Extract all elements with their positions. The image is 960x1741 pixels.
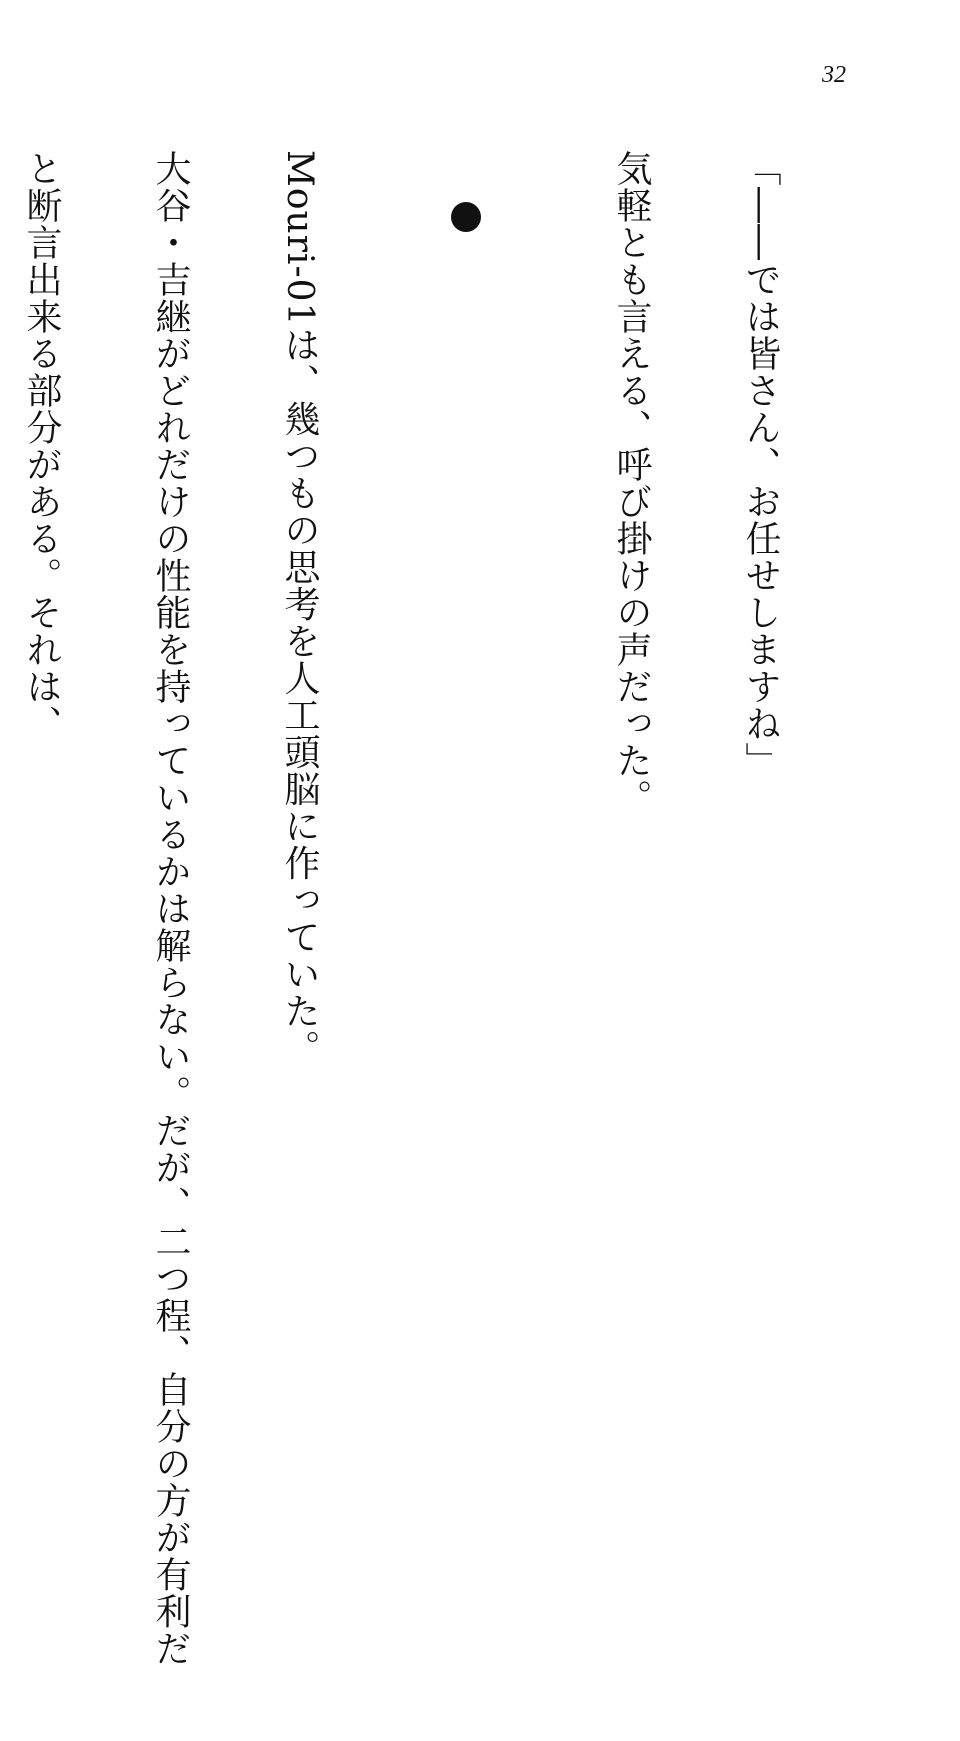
text-line: と断言出来る部分がある。それは、: [21, 150, 62, 742]
text-line: 大谷・吉継がどれだけの性能を持っているかは解らない。だが、二つ程、自分の方が有利だ: [150, 150, 191, 1667]
vertical-text-body: [0, 150, 868, 1667]
text-line: Mouri-01は、幾つもの思考を人工頭脳に作っていた。: [279, 150, 320, 1067]
section-break-dot-icon: [451, 202, 481, 232]
text-line: 気軽とも言える、呼び掛けの声だった。: [611, 150, 652, 816]
text-line: 「――では皆さん、お任せしますね」: [740, 150, 781, 779]
section-break: [407, 150, 524, 1270]
page-number: 32: [822, 62, 846, 88]
